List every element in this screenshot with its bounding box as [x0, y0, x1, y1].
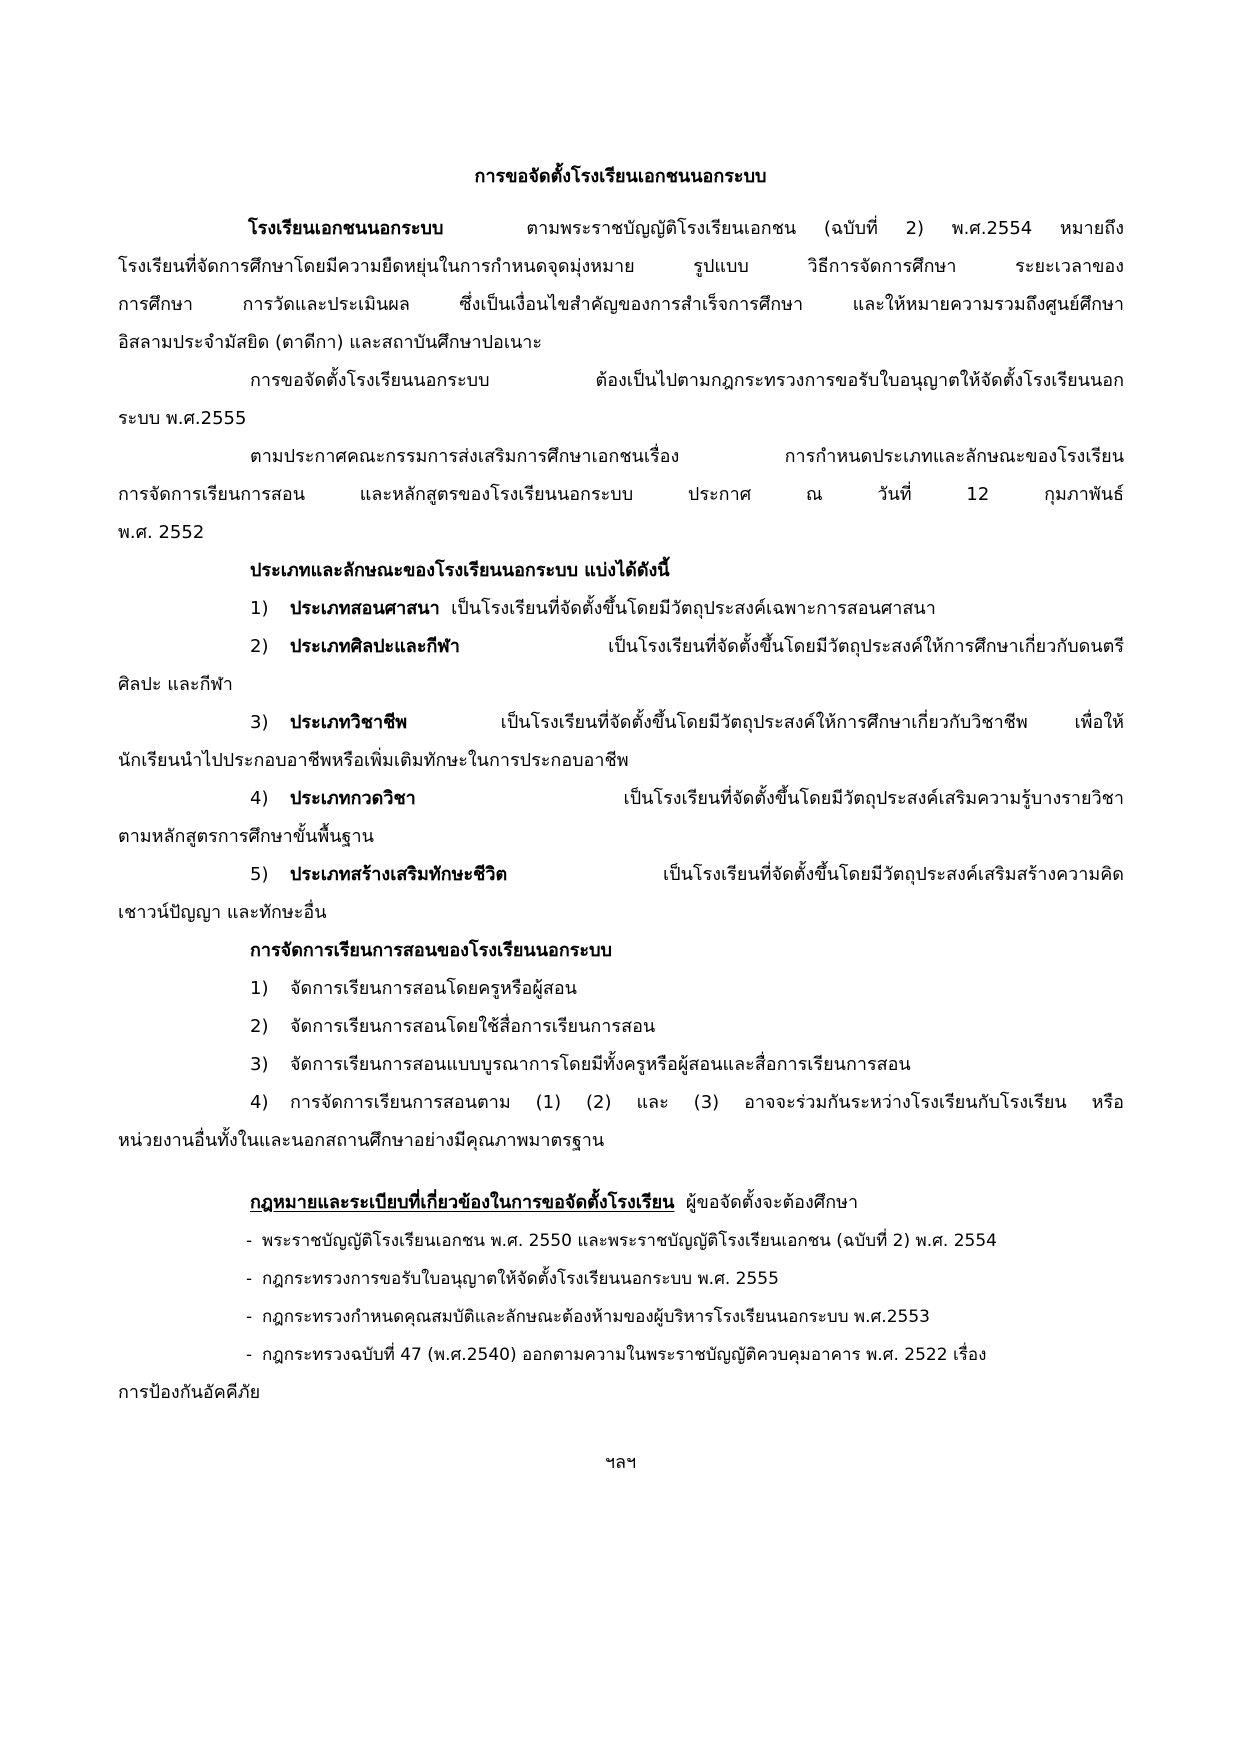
definition-line-1 — [118, 216, 1124, 242]
type-item-1: 1) ประเภทสอนศาสนา เป็นโรงเรียนที่จัดตั้งขึ้นโดยมีวัตถุประสงค์เฉพาะการสอนศาสนา — [250, 598, 936, 619]
type-text: เป็นโรงเรียนที่จัดตั้งขึ้นโดยมีวัตถุประสงค์เฉพาะการสอนศาสนา — [451, 598, 936, 619]
bullet: - — [246, 1307, 253, 1327]
types-heading: ประเภทและลักษณะของโรงเรียนนอกระบบ แบ่งได้ดังนี้ — [250, 560, 670, 581]
type-name: ประเภทสร้างเสริมทักษะชีวิต — [290, 864, 508, 885]
type-text: เป็นโรงเรียนที่จัดตั้งขึ้นโดยมีวัตถุประสงค์เสริมสร้างความคิด — [663, 864, 1124, 885]
type-item-2-cont: ศิลปะ และกีฬา — [118, 674, 233, 695]
type-item-3: 3) ประเภทวิชาชีพ เป็นโรงเรียนที่จัดตั้งขึ้นโดยมีวัตถุประสงค์ให้การศึกษาเกี่ยวกับวิชาชีพ เพื่อให้ — [250, 712, 1124, 733]
definition-term: โรงเรียนเอกชนนอกระบบ — [248, 218, 444, 239]
type-item-4-cont: ตามหลักสูตรการศึกษาขั้นพื้นฐาน — [118, 826, 374, 847]
bullet: - — [246, 1269, 253, 1289]
teaching-heading: การจัดการเรียนการสอนของโรงเรียนนอกระบบ — [250, 940, 612, 961]
teaching-item-2: 2) จัดการเรียนการสอนโดยใช้สื่อการเรียนการสอน — [250, 1016, 656, 1037]
type-text: เป็นโรงเรียนที่จัดตั้งขึ้นโดยมีวัตถุประสงค์ให้การศึกษาเกี่ยวกับดนตรี — [608, 636, 1124, 657]
type-name: ประเภทวิชาชีพ — [290, 712, 408, 733]
bullet: - — [246, 1231, 253, 1251]
definition-line-4: อิสลามประจำมัสยิด (ตาดีกา) และสถาบันศึกษาปอเนาะ — [118, 332, 543, 353]
teaching-item-1: 1) จัดการเรียนการสอนโดยครูหรือผู้สอน — [250, 978, 577, 999]
type-name: ประเภทสอนศาสนา — [290, 598, 440, 619]
definition-text: ตามพระราชบัญญัติโรงเรียนเอกชน (ฉบับที่ 2) พ.ศ.2554 หมายถึง — [526, 218, 1124, 239]
type-name: ประเภทศิลปะและกีฬา — [290, 636, 460, 657]
laws-heading: กฎหมายและระเบียบที่เกี่ยวข้องในการขอจัดตั้งโรงเรียน — [250, 1192, 675, 1213]
announcement-line-1: ตามประกาศคณะกรรมการส่งเสริมการศึกษาเอกชนเรื่อง การกำหนดประเภทและลักษณะของโรงเรียน — [250, 446, 1124, 467]
type-text: เป็นโรงเรียนที่จัดตั้งขึ้นโดยมีวัตถุประสงค์ให้การศึกษาเกี่ยวกับวิชาชีพ เพื่อให้ — [500, 712, 1124, 733]
law-item-4-cont: การป้องกันอัคคีภัย — [118, 1382, 261, 1403]
law-item-3: - กฎกระทรวงกำหนดคุณสมบัติและลักษณะต้องห้ามของผู้บริหารโรงเรียนนอกระบบ พ.ศ.2553 — [246, 1304, 930, 1330]
type-item-2: 2) ประเภทศิลปะและกีฬา เป็นโรงเรียนที่จัดตั้งขึ้นโดยมีวัตถุประสงค์ให้การศึกษาเกี่ยวกับดนตรี — [250, 636, 1124, 657]
teaching-item-4: 4) การจัดการเรียนการสอนตาม (1) (2) และ (3) อาจจะร่วมกันระหว่างโรงเรียนกับโรงเรียน หรือ — [250, 1092, 1124, 1113]
law-item-4: - กฎกระทรวงฉบับที่ 47 (พ.ศ.2540) ออกตามความในพระราชบัญญัติควบคุมอาคาร พ.ศ. 2522 เรื่อง — [246, 1342, 986, 1368]
announcement-line-2: การจัดการเรียนการสอน และหลักสูตรของโรงเรียนนอกระบบ ประกาศ ณ วันที่ 12 กุมภาพันธ์ — [118, 484, 1124, 505]
laws-heading-line — [250, 1190, 858, 1216]
announcement-line-3: พ.ศ. 2552 — [118, 522, 205, 543]
ministerial-line-1: การขอจัดตั้งโรงเรียนนอกระบบ ต้องเป็นไปตามกฎกระทรวงการขอรับใบอนุญาตให้จัดตั้งโรงเรียนนอก — [250, 370, 1124, 391]
type-text: เป็นโรงเรียนที่จัดตั้งขึ้นโดยมีวัตถุประสงค์เสริมความรู้บางรายวิชา — [623, 788, 1124, 809]
definition-line-2: โรงเรียนที่จัดการศึกษาโดยมีความยืดหยุ่นในการกำหนดจุดมุ่งหมาย รูปแบบ วิธีการจัดการศึกษา ระยะเวลาของ — [118, 256, 1124, 277]
teaching-item-4-cont: หน่วยงานอื่นทั้งในและนอกสถานศึกษาอย่างมีคุณภาพมาตรฐาน — [118, 1130, 605, 1151]
etc-mark: ฯลฯ — [604, 1452, 637, 1473]
law-item-1: - พระราชบัญญัติโรงเรียนเอกชน พ.ศ. 2550 และพระราชบัญญัติโรงเรียนเอกชน (ฉบับที่ 2) พ.ศ. 2554 — [246, 1228, 997, 1254]
type-item-5: 5) ประเภทสร้างเสริมทักษะชีวิต เป็นโรงเรียนที่จัดตั้งขึ้นโดยมีวัตถุประสงค์เสริมสร้างความคิด — [250, 864, 1124, 885]
ministerial-line-2: ระบบ พ.ศ.2555 — [118, 408, 247, 429]
document-title: การขอจัดตั้งโรงเรียนเอกชนนอกระบบ — [474, 166, 767, 187]
bullet: - — [246, 1345, 253, 1365]
teaching-item-3: 3) จัดการเรียนการสอนแบบบูรณาการโดยมีทั้งครูหรือผู้สอนและสื่อการเรียนการสอน — [250, 1054, 911, 1075]
type-name: ประเภทกวดวิชา — [290, 788, 416, 809]
law-item-2: - กฎกระทรวงการขอรับใบอนุญาตให้จัดตั้งโรงเรียนนอกระบบ พ.ศ. 2555 — [246, 1266, 779, 1292]
type-item-4: 4) ประเภทกวดวิชา เป็นโรงเรียนที่จัดตั้งขึ้นโดยมีวัตถุประสงค์เสริมความรู้บางรายวิชา — [250, 788, 1124, 809]
definition-line-3: การศึกษา การวัดและประเมินผล ซึ่งเป็นเงื่อนไขสำคัญของการสำเร็จการศึกษา และให้หมายความรวมถึงศูนย์ศึกษา — [118, 294, 1124, 315]
type-item-5-cont: เชาวน์ปัญญา และทักษะอื่น — [118, 902, 327, 923]
laws-heading-rest: ผู้ขอจัดตั้งจะต้องศึกษา — [685, 1192, 859, 1213]
type-item-3-cont: นักเรียนนำไปประกอบอาชีพหรือเพิ่มเติมทักษะในการประกอบอาชีพ — [118, 750, 629, 771]
